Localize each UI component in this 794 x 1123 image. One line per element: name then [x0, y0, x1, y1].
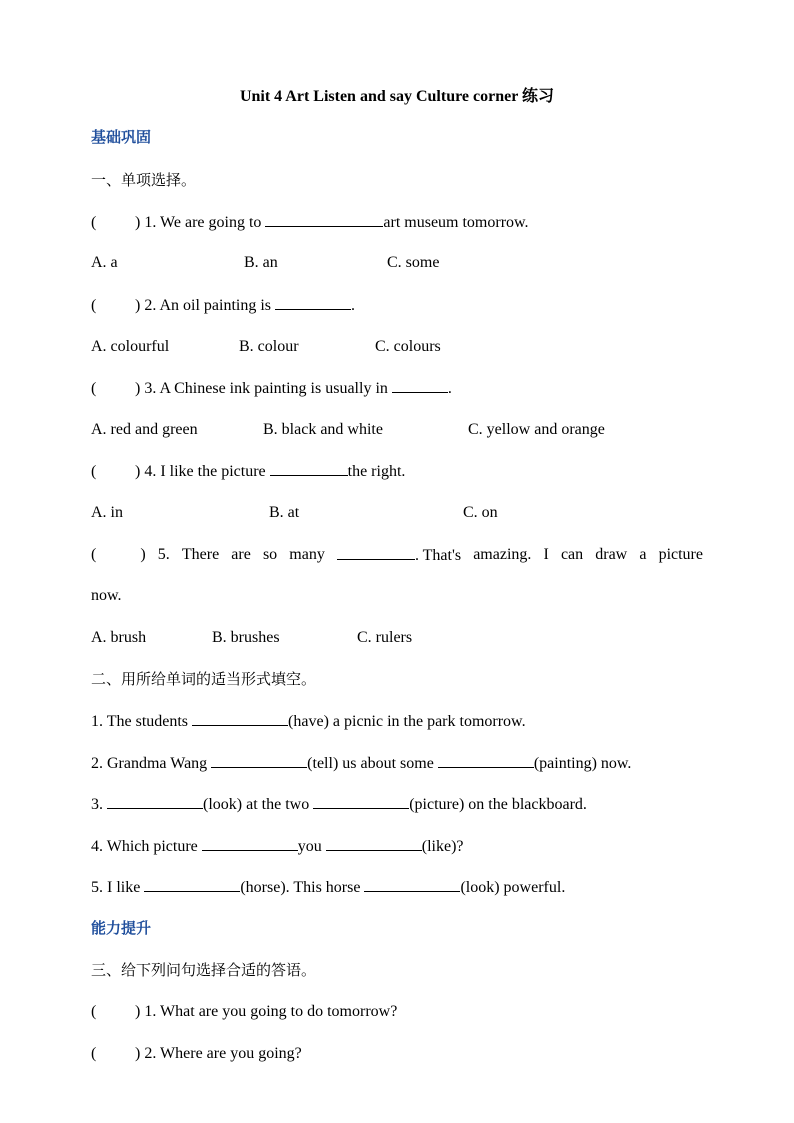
option-a: A. a: [91, 254, 118, 271]
answer-paren[interactable]: (: [91, 463, 97, 480]
answer-paren[interactable]: (: [91, 214, 97, 231]
answer-blank[interactable]: [313, 794, 409, 809]
answer-blank[interactable]: [270, 461, 348, 476]
section-advanced: 能力提升: [91, 919, 152, 937]
answer-blank[interactable]: [144, 877, 240, 892]
question-5-continued: now.: [91, 587, 122, 604]
fill-sentence-5: 5. I like (horse). This horse (look) powerful.: [91, 879, 566, 896]
match-question-1: ( ) 1. What are you going to do tomorrow?: [91, 1003, 398, 1020]
answer-blank[interactable]: [265, 212, 383, 227]
answer-paren[interactable]: ( ): [91, 546, 146, 563]
question-3: ( ) 3. A Chinese ink painting is usually in .: [91, 380, 452, 397]
answer-blank[interactable]: [337, 545, 415, 560]
fill-sentence-1: 1. The students (have) a picnic in the park tomorrow.: [91, 713, 526, 730]
answer-blank[interactable]: [275, 295, 351, 310]
worksheet-title: Unit 4 Art Listen and say Culture corner 练习: [239, 88, 555, 105]
question-4: ( ) 4. I like the picture the right.: [91, 463, 406, 480]
answer-blank[interactable]: [107, 794, 203, 809]
question-2: ( ) 2. An oil painting is .: [91, 297, 355, 314]
answer-paren[interactable]: (: [91, 1003, 97, 1020]
option-b: B. an: [244, 254, 278, 271]
section-basic: 基础巩固: [91, 128, 152, 146]
option-c: C. colours: [375, 338, 441, 355]
answer-blank[interactable]: [202, 836, 298, 851]
option-a: A. brush: [91, 629, 147, 646]
part1-heading: 一、单项选择。: [91, 171, 197, 189]
option-b: B. black and white: [263, 421, 383, 438]
question-1: ( ) 1. We are going to art museum tomorrow.: [91, 214, 529, 231]
answer-blank[interactable]: [326, 836, 422, 851]
answer-blank[interactable]: [192, 711, 288, 726]
answer-blank[interactable]: [438, 753, 534, 768]
option-a: A. red and green: [91, 421, 198, 438]
fill-sentence-4: 4. Which picture you (like)?: [91, 838, 464, 855]
option-c: C. on: [463, 504, 498, 521]
part2-heading: 二、用所给单词的适当形式填空。: [91, 670, 317, 688]
question-5: ( ) 5. There are so many . That's amazing. I can draw a picture: [91, 546, 703, 564]
answer-paren[interactable]: (: [91, 297, 97, 314]
answer-paren[interactable]: (: [91, 380, 97, 397]
option-c: C. yellow and orange: [468, 421, 605, 438]
option-b: B. brushes: [212, 629, 280, 646]
match-question-2: ( ) 2. Where are you going?: [91, 1045, 302, 1062]
fill-sentence-3: 3. (look) at the two (picture) on the blackboard.: [91, 796, 587, 813]
answer-blank[interactable]: [364, 877, 460, 892]
option-a: A. colourful: [91, 338, 170, 355]
option-c: C. rulers: [357, 629, 413, 646]
option-a: A. in: [91, 504, 123, 521]
answer-blank[interactable]: [211, 753, 307, 768]
option-c: C. some: [387, 254, 440, 271]
fill-sentence-2: 2. Grandma Wang (tell) us about some (painting) now.: [91, 755, 632, 772]
option-b: B. at: [269, 504, 300, 521]
option-b: B. colour: [239, 338, 299, 355]
part3-heading: 三、给下列问句选择合适的答语。: [91, 961, 317, 979]
answer-paren[interactable]: (: [91, 1045, 97, 1062]
answer-blank[interactable]: [392, 378, 448, 393]
